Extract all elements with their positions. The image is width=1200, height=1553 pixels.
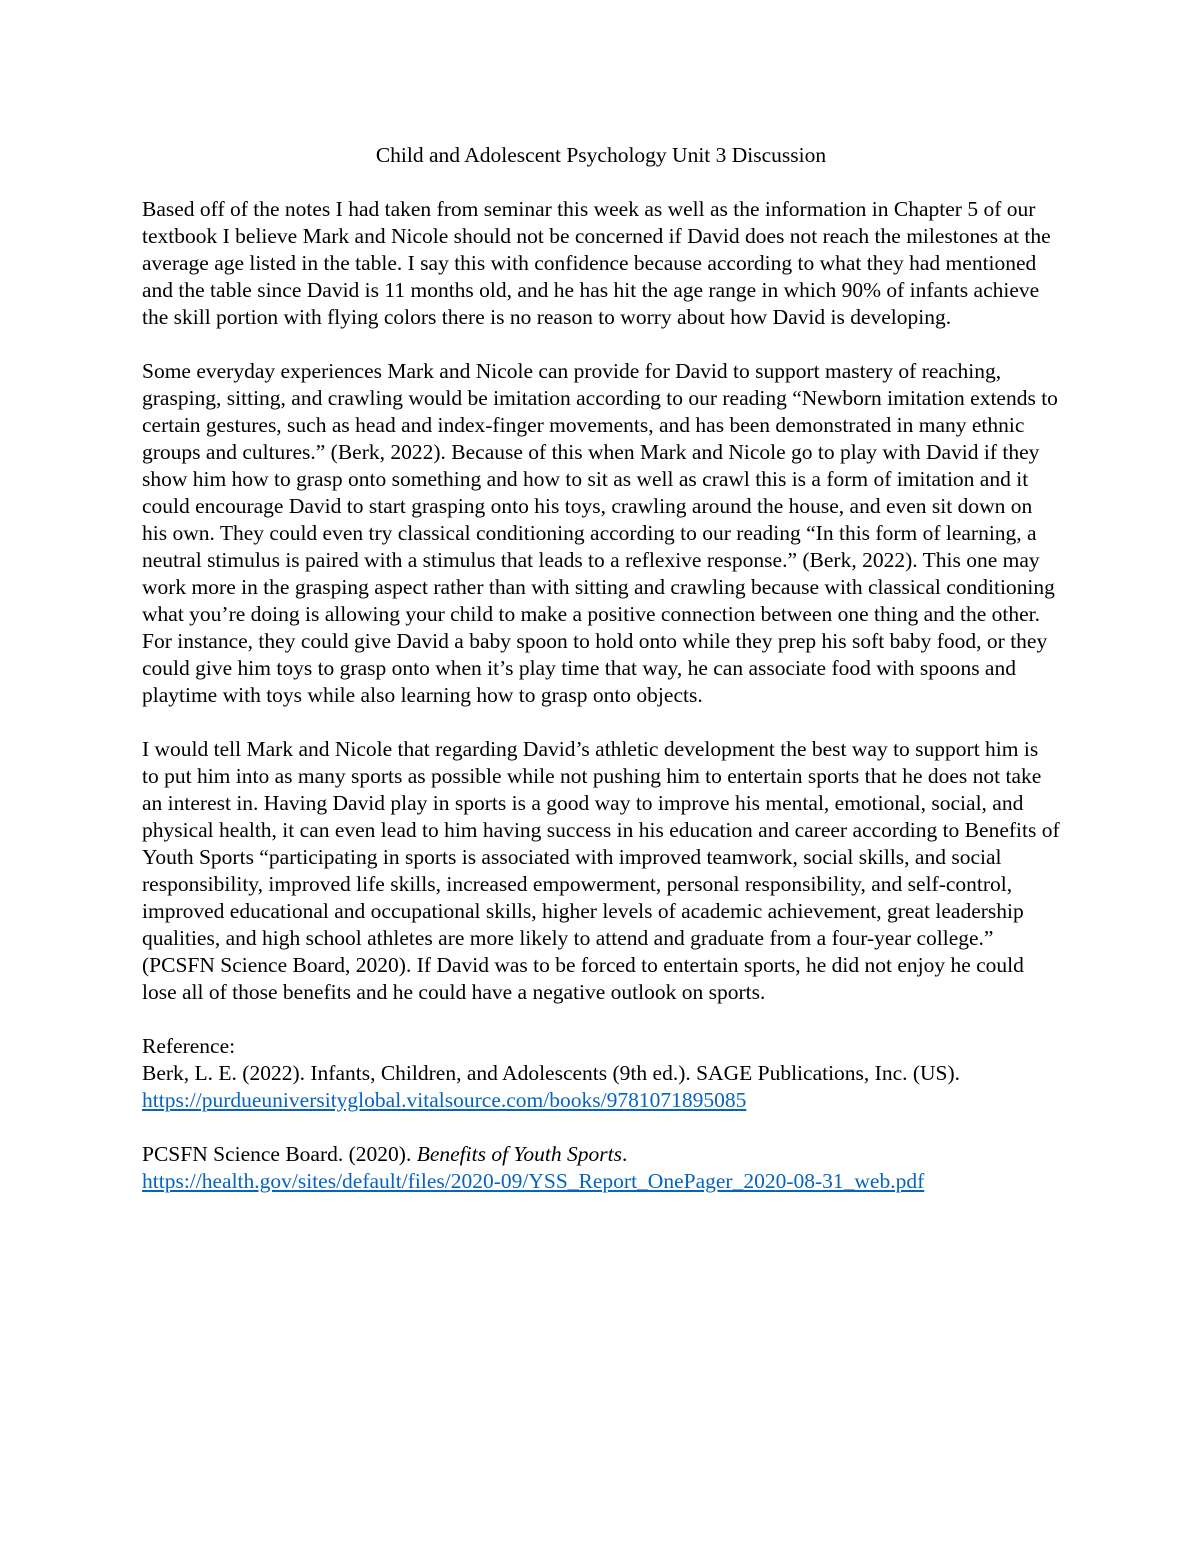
paragraph-milestones: Based off of the notes I had taken from seminar this week as well as the information in Chapter 5 of our textbook I believe Mark and Nicole should not be concerned if David does not reach the milestones at the average age listed in the table. I say this with confidence because according to what they had mentioned and the table since David is 11 months old, and he has hit the age range in which 90% of infants achieve the skill portion with flying colors there is no reason to worry about how David is developing. — [142, 197, 1051, 329]
reference-pcsfn — [142, 1141, 1060, 1195]
reference-berk-link[interactable]: https://purdueuniversityglobal.vitalsource.com/books/9781071895085 — [142, 1088, 747, 1112]
document-body — [142, 142, 1060, 1222]
reference-pcsfn-prefix: PCSFN Science Board. (2020). — [142, 1142, 417, 1166]
references-section — [142, 1033, 1060, 1114]
reference-pcsfn-citation — [142, 1141, 1060, 1168]
reference-berk-citation: Berk, L. E. (2022). Infants, Children, and Adolescents (9th ed.). SAGE Publications, Inc. (US). — [142, 1061, 961, 1085]
reference-pcsfn-title: Benefits of Youth Sports — [416, 1142, 622, 1166]
paragraph-everyday-experiences: Some everyday experiences Mark and Nicole can provide for David to support mastery of reaching, grasping, sitting, and crawling would be imitation according to our reading “Newborn imitation extends to certain gestures, such as head and index-finger movements, and has been demonstrated in many ethnic groups and cultures.” (Berk, 2022). Because of this when Mark and Nicole go to play with David if they show him how to grasp onto something and how to sit as well as crawl this is a form of imitation and it could encourage David to start grasping onto his toys, crawling around the house, and even sit down on his own. They could even try classical conditioning according to our reading “In this form of learning, a neutral stimulus is paired with a stimulus that leads to a reflexive response.” (Berk, 2022). This one may work more in the grasping aspect rather than with sitting and crawling because with classical conditioning what you’re doing is allowing your child to make a positive connection between one thing and the other. For instance, they could give David a baby spoon to hold onto while they prep his soft baby food, or they could give him toys to grasp onto when it’s play time that way, he can associate food with spoons and playtime with toys while also learning how to grasp onto objects. — [142, 359, 1058, 707]
document-title: Child and Adolescent Psychology Unit 3 Discussion — [375, 143, 827, 167]
references-heading: Reference: — [142, 1034, 236, 1058]
reference-pcsfn-link[interactable]: https://health.gov/sites/default/files/2020-09/YSS_Report_OnePager_2020-08-31_web.pdf — [142, 1169, 925, 1193]
paragraph-athletic-development: I would tell Mark and Nicole that regarding David’s athletic development the best way to support him is to put him into as many sports as possible while not pushing him to entertain sports that he does not take an interest in. Having David play in sports is a good way to improve his mental, emotional, social, and physical health, it can even lead to him having success in his education and career according to Benefits of Youth Sports “participating in sports is associated with improved teamwork, social skills, and social responsibility, improved life skills, increased empowerment, personal responsibility, and self-control, improved educational and occupational skills, higher levels of academic achievement, great leadership qualities, and high school athletes are more likely to attend and graduate from a four-year college.” (PCSFN Science Board, 2020). If David was to be forced to entertain sports, he did not enjoy he could lose all of those benefits and he could have a negative outlook on sports. — [142, 737, 1060, 1004]
reference-pcsfn-suffix: . — [621, 1142, 628, 1166]
